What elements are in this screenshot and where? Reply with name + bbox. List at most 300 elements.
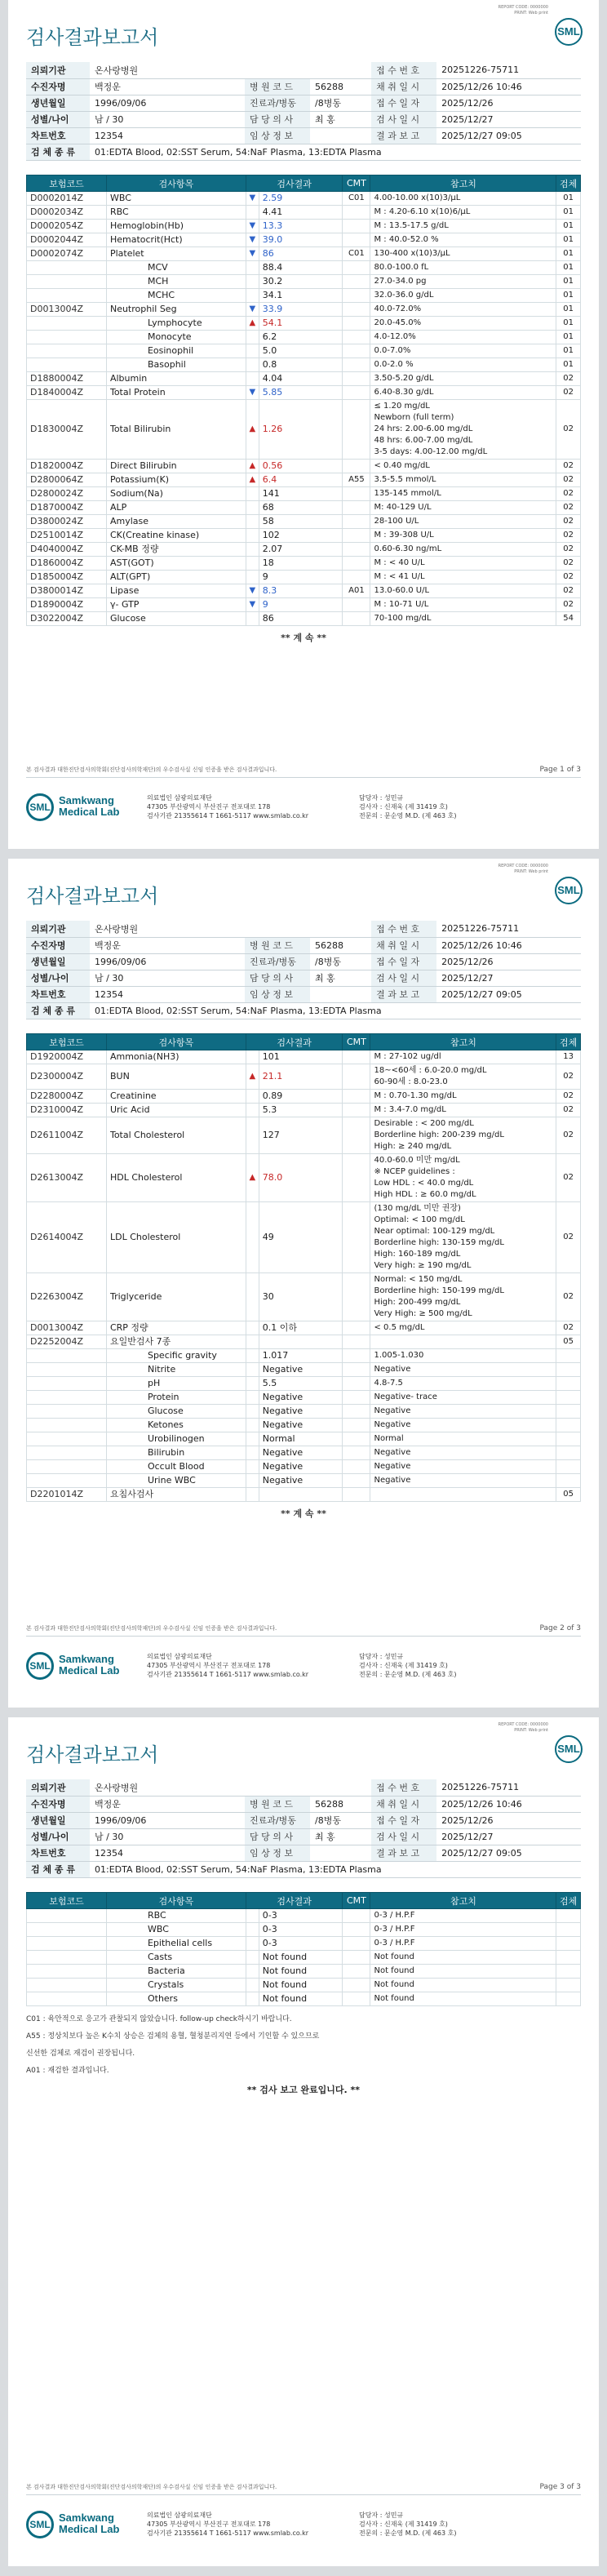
reference-range: M : 10-71 U/L [370, 598, 556, 612]
table-row [27, 1050, 581, 1064]
table-row [27, 612, 581, 626]
table-row [27, 1154, 581, 1202]
reference-range: 80.0-100.0 fL [370, 261, 556, 275]
result-value: 0-3 [259, 1937, 343, 1951]
comment-notes [26, 2011, 319, 2080]
test-name: BUN [106, 1064, 246, 1090]
insurance-code: D3800024Z [27, 515, 107, 529]
test-name: RBC [106, 1909, 246, 1923]
table-row [27, 358, 581, 372]
comment-code [343, 1273, 370, 1321]
col-ref-header: 참고치 [370, 175, 556, 192]
specimen-code [556, 1405, 581, 1419]
comment-code [343, 1405, 370, 1419]
table-row [27, 261, 581, 275]
high-flag-icon: ▲ [246, 1064, 259, 1090]
specimen-code: 02 [556, 584, 581, 598]
insurance-code [27, 1446, 107, 1460]
insurance-code: D1840004Z [27, 386, 107, 400]
reference-range: 3.5-5.5 mmol/L [370, 473, 556, 487]
col-code-header: 보험코드 [27, 1034, 107, 1050]
table-row [27, 1419, 581, 1432]
specimen-code [556, 1937, 581, 1951]
table-row [27, 386, 581, 400]
result-value: 21.1 [259, 1064, 343, 1090]
comment-code [343, 1377, 370, 1391]
flag-cell [246, 1104, 259, 1117]
result-value: 9 [259, 598, 343, 612]
table-row [27, 529, 581, 543]
test-name: MCH [106, 275, 246, 289]
insurance-code [27, 1419, 107, 1432]
samkwang-logo: SML Samkwang Medical Lab [26, 790, 124, 828]
reference-range: 0-3 / H.P.F [370, 1909, 556, 1923]
insurance-code: D1890004Z [27, 598, 107, 612]
patient-info-table: 의뢰기관 온사랑병원 접 수 번 호 20251226-75711 수진자명 백정운 병 원 코 드 56288 채 취 일 시 2025/12/26 10:46 생년월일 1996/09/06 진료과/병동 /8병동 접 수 일 자 2025/12/26 성별/나이 남 / 30 담 당 의 사 최 홍 검 사 일 시 2025/12/27 차트번호 12354 임 상 정 보 결 과 보 고 2025/12/27 09:05 검 체 종 류 01:EDTA Blood, 02:SST Serum, 54:NaF Plasma, 13:EDTA Plasma [26, 1779, 581, 1878]
insurance-code [27, 358, 107, 372]
specimen-code [556, 1419, 581, 1432]
result-value: 127 [259, 1117, 343, 1154]
col-result-header: 검사결과 [246, 175, 342, 192]
comment-code [343, 1335, 370, 1349]
col-name-header: 검사항목 [106, 1893, 246, 1909]
insurance-code [27, 1992, 107, 2006]
reference-range: 3.50-5.20 g/dL [370, 372, 556, 386]
table-row [27, 233, 581, 247]
table-row [27, 460, 581, 473]
insurance-code: D4040004Z [27, 543, 107, 557]
table-row [27, 192, 581, 206]
insurance-code: D2252004Z [27, 1335, 107, 1349]
col-name-header: 검사항목 [106, 175, 246, 192]
table-row [27, 1951, 581, 1965]
reference-range: 6.40-8.30 g/dL [370, 386, 556, 400]
reference-range: Negative [370, 1460, 556, 1474]
report-page-2 [8, 859, 599, 1708]
test-name: Total Cholesterol [106, 1117, 246, 1154]
reference-range: 130-400 x(10)3/μL [370, 247, 556, 261]
comment-code [343, 1419, 370, 1432]
test-name: Basophil [106, 358, 246, 372]
col-code-header: 보험코드 [27, 175, 107, 192]
comment-code [343, 1064, 370, 1090]
flag-cell [246, 289, 259, 303]
flag-cell [246, 1202, 259, 1273]
insurance-code: D1850004Z [27, 571, 107, 584]
test-name: pH [106, 1377, 246, 1391]
result-value: Not found [259, 1979, 343, 1992]
page-number: Page 1 of 3 [539, 766, 581, 774]
comment-code [343, 220, 370, 233]
reference-range: M: 40-129 U/L [370, 501, 556, 515]
insurance-code: D0002014Z [27, 192, 107, 206]
test-name: γ- GTP [106, 598, 246, 612]
test-name: 요일반검사 7종 [106, 1335, 246, 1349]
continue-marker: ** 계 속 ** [281, 633, 326, 643]
insurance-code: D2613004Z [27, 1154, 107, 1202]
table-row [27, 247, 581, 261]
result-value: 0.8 [259, 358, 343, 372]
col-result-header: 검사결과 [246, 1893, 342, 1909]
result-value: 0-3 [259, 1923, 343, 1937]
accreditation-note: 본 검사결과 대한진단검사의학회(진단검사의학재단)의 우수검사실 신임 인증을 받은 검사결과입니다. [26, 766, 277, 773]
comment-code [343, 501, 370, 515]
specimen-code [556, 1965, 581, 1979]
low-flag-icon: ▼ [246, 220, 259, 233]
comment-code [343, 1117, 370, 1154]
comment-code [343, 1090, 370, 1104]
insurance-code: D1830004Z [27, 400, 107, 460]
comment-code [343, 1979, 370, 1992]
comment-code: A01 [343, 584, 370, 598]
test-name: Eosinophil [106, 344, 246, 358]
table-row [27, 473, 581, 487]
comment-code [343, 598, 370, 612]
result-value [259, 1488, 343, 1502]
lab-address: 의료법인 삼광의료재단 47305 부산광역시 부산진구 전포대로 178 검사기관 21355614 T 1661-5117 www.smlab.co.kr [147, 794, 309, 819]
reference-range: 1.005-1.030 [370, 1349, 556, 1363]
insurance-code [27, 1951, 107, 1965]
specimen-code [556, 1432, 581, 1446]
test-name: WBC [106, 192, 246, 206]
result-value: Not found [259, 1951, 343, 1965]
result-value: 141 [259, 487, 343, 501]
result-value: 39.0 [259, 233, 343, 247]
flag-cell [246, 372, 259, 386]
samkwang-logo: SML Samkwang Medical Lab [26, 2507, 124, 2545]
specimen-code: 01 [556, 317, 581, 331]
result-value: 5.5 [259, 1377, 343, 1391]
page-number: Page 3 of 3 [539, 2483, 581, 2491]
comment-code [343, 317, 370, 331]
specimen-code: 01 [556, 261, 581, 275]
reference-range: M : < 40 U/L [370, 557, 556, 571]
test-name: MCHC [106, 289, 246, 303]
insurance-code: D2280004Z [27, 1090, 107, 1104]
page-footer [8, 2476, 599, 2566]
specimen-code [556, 1363, 581, 1377]
comment-code [343, 358, 370, 372]
insurance-code: D1880004Z [27, 372, 107, 386]
insurance-code: D2800024Z [27, 487, 107, 501]
insurance-code: D2614004Z [27, 1202, 107, 1273]
sml-logo-badge: SML [555, 18, 583, 46]
table-header-row [27, 175, 581, 192]
result-value: Not found [259, 1965, 343, 1979]
flag-cell [246, 1432, 259, 1446]
insurance-code: D0002034Z [27, 206, 107, 220]
specimen-code: 05 [556, 1335, 581, 1349]
comment-code [343, 1154, 370, 1202]
flag-cell [246, 1050, 259, 1064]
flag-cell [246, 206, 259, 220]
test-name: 요침사검사 [106, 1488, 246, 1502]
comment-line: 신선한 검체로 재검이 권장됩니다. [26, 2050, 135, 2058]
comment-code [343, 386, 370, 400]
low-flag-icon: ▼ [246, 247, 259, 261]
insurance-code [27, 1923, 107, 1937]
test-name: Amylase [106, 515, 246, 529]
result-value: 2.59 [259, 192, 343, 206]
reference-range: Negative- trace [370, 1391, 556, 1405]
insurance-code [27, 317, 107, 331]
reference-range: M : 39-308 U/L [370, 529, 556, 543]
test-name: Albumin [106, 372, 246, 386]
flag-cell [246, 358, 259, 372]
col-cmt-header: CMT [343, 1034, 370, 1050]
result-value: Negative [259, 1419, 343, 1432]
test-name: Total Protein [106, 386, 246, 400]
result-value: 1.26 [259, 400, 343, 460]
result-value: 1.017 [259, 1349, 343, 1363]
table-row [27, 1117, 581, 1154]
test-name: Occult Blood [106, 1460, 246, 1474]
reference-range: Desirable : < 200 mg/dL Borderline high: 200-239 mg/dL High: ≥ 240 mg/dL [370, 1117, 556, 1154]
test-name: Glucose [106, 612, 246, 626]
table-row [27, 1090, 581, 1104]
test-name: HDL Cholesterol [106, 1154, 246, 1202]
reference-range: Negative [370, 1474, 556, 1488]
reference-range: M : 40.0-52.0 % [370, 233, 556, 247]
table-header-row [27, 1034, 581, 1050]
test-name: ALT(GPT) [106, 571, 246, 584]
reference-range: M : 3.4-7.0 mg/dL [370, 1104, 556, 1117]
sml-logo-badge: SML [555, 877, 583, 904]
test-name: Potassium(K) [106, 473, 246, 487]
flag-cell [246, 261, 259, 275]
test-name: WBC [106, 1923, 246, 1937]
specimen-code: 02 [556, 1090, 581, 1104]
table-row [27, 1273, 581, 1321]
low-flag-icon: ▼ [246, 598, 259, 612]
table-row [27, 1488, 581, 1502]
table-row [27, 1460, 581, 1474]
insurance-code [27, 1432, 107, 1446]
comment-code [343, 1951, 370, 1965]
result-value: 5.3 [259, 1104, 343, 1117]
specimen-code: 02 [556, 529, 581, 543]
comment-code [343, 1321, 370, 1335]
page-title: 검사결과보고서 [26, 26, 159, 49]
insurance-code [27, 1391, 107, 1405]
comment-code [343, 612, 370, 626]
comment-code [343, 529, 370, 543]
result-value: 4.04 [259, 372, 343, 386]
specimen-code [556, 1923, 581, 1937]
page-number: Page 2 of 3 [539, 1624, 581, 1632]
insurance-code [27, 1979, 107, 1992]
result-value: 4.41 [259, 206, 343, 220]
specimen-code: 02 [556, 501, 581, 515]
table-header-row [27, 1893, 581, 1909]
table-row [27, 557, 581, 571]
table-row [27, 1321, 581, 1335]
table-row [27, 584, 581, 598]
table-row [27, 1432, 581, 1446]
specimen-code [556, 1474, 581, 1488]
specimen-code: 02 [556, 598, 581, 612]
reference-range: 0.0-2.0 % [370, 358, 556, 372]
flag-cell [246, 331, 259, 344]
reference-range: < 0.40 mg/dL [370, 460, 556, 473]
col-name-header: 검사항목 [106, 1034, 246, 1050]
insurance-code [27, 1363, 107, 1377]
specimen-code: 02 [556, 515, 581, 529]
result-value: 58 [259, 515, 343, 529]
table-row [27, 1064, 581, 1090]
comment-code [343, 1446, 370, 1460]
insurance-code: D2310004Z [27, 1104, 107, 1117]
high-flag-icon: ▲ [246, 460, 259, 473]
report-page-3 [8, 1717, 599, 2566]
reference-range: 0.60-6.30 ng/mL [370, 543, 556, 557]
table-row [27, 1104, 581, 1117]
flag-cell [246, 344, 259, 358]
result-value: 68 [259, 501, 343, 515]
test-name: Urobilinogen [106, 1432, 246, 1446]
reference-range: Not found [370, 1965, 556, 1979]
insurance-code: D0002054Z [27, 220, 107, 233]
test-name: Triglyceride [106, 1273, 246, 1321]
flag-cell [246, 1117, 259, 1154]
insurance-code [27, 344, 107, 358]
test-name: Glucose [106, 1405, 246, 1419]
table-row [27, 1979, 581, 1992]
reference-range: 18~<60세 : 6.0-20.0 mg/dL 60-90세 : 8.0-23.0 [370, 1064, 556, 1090]
result-value: Negative [259, 1460, 343, 1474]
specimen-code: 02 [556, 1154, 581, 1202]
insurance-code: D0013004Z [27, 1321, 107, 1335]
comment-code [343, 515, 370, 529]
reference-range: Negative [370, 1363, 556, 1377]
test-name: Bacteria [106, 1965, 246, 1979]
signatures: 담당자 : 성민규 검사자 : 신재욱 (제 31419 호) 전문의 : 문순영 M.D. (제 463 호) [359, 2512, 457, 2537]
test-name: MCV [106, 261, 246, 275]
specimen-code: 02 [556, 400, 581, 460]
comment-code [343, 1460, 370, 1474]
specimen-code: 02 [556, 543, 581, 557]
result-value [259, 1335, 343, 1349]
high-flag-icon: ▲ [246, 400, 259, 460]
table-row [27, 206, 581, 220]
result-value: 5.85 [259, 386, 343, 400]
reference-range: 40.0-72.0% [370, 303, 556, 317]
flag-cell [246, 1446, 259, 1460]
insurance-code: D2800064Z [27, 473, 107, 487]
flag-cell [246, 571, 259, 584]
accreditation-note: 본 검사결과 대한진단검사의학회(진단검사의학재단)의 우수검사실 신임 인증을 받은 검사결과입니다. [26, 2484, 277, 2490]
comment-code [343, 1349, 370, 1363]
specimen-code: 01 [556, 247, 581, 261]
specimen-code [556, 1391, 581, 1405]
specimen-code [556, 1349, 581, 1363]
table-row [27, 501, 581, 515]
insurance-code: D0002044Z [27, 233, 107, 247]
signatures: 담당자 : 성민규 검사자 : 신재욱 (제 31419 호) 전문의 : 문순영 M.D. (제 463 호) [359, 1653, 457, 1678]
specimen-code: 01 [556, 192, 581, 206]
comment-code [343, 206, 370, 220]
flag-cell [246, 487, 259, 501]
specimen-code: 02 [556, 487, 581, 501]
table-row [27, 1405, 581, 1419]
insurance-code [27, 331, 107, 344]
samkwang-logo: SML Samkwang Medical Lab [26, 1649, 124, 1686]
comment-code: A55 [343, 473, 370, 487]
reference-range: 32.0-36.0 g/dL [370, 289, 556, 303]
flag-cell [246, 1474, 259, 1488]
flag-cell [246, 1377, 259, 1391]
test-name: Lipase [106, 584, 246, 598]
result-value: 30.2 [259, 275, 343, 289]
specimen-code: 01 [556, 220, 581, 233]
table-row [27, 571, 581, 584]
reference-range: 0-3 / H.P.F [370, 1923, 556, 1937]
reference-range: 13.0-60.0 U/L [370, 584, 556, 598]
test-name: Hemoglobin(Hb) [106, 220, 246, 233]
specimen-code [556, 1979, 581, 1992]
result-value: 102 [259, 529, 343, 543]
flag-cell [246, 1349, 259, 1363]
flag-cell [246, 1419, 259, 1432]
specimen-code: 01 [556, 275, 581, 289]
result-value: 49 [259, 1202, 343, 1273]
table-row [27, 275, 581, 289]
test-name: Total Bilirubin [106, 400, 246, 460]
flag-cell [246, 1923, 259, 1937]
insurance-code [27, 275, 107, 289]
specimen-code: 02 [556, 1273, 581, 1321]
insurance-code [27, 1965, 107, 1979]
reference-range: Not found [370, 1992, 556, 2006]
insurance-code [27, 1474, 107, 1488]
table-row [27, 289, 581, 303]
low-flag-icon: ▼ [246, 303, 259, 317]
flag-cell [246, 1965, 259, 1979]
reference-range: 0.0-7.0% [370, 344, 556, 358]
insurance-code: D1920004Z [27, 1050, 107, 1064]
lab-address: 의료법인 삼광의료재단 47305 부산광역시 부산진구 전포대로 178 검사기관 21355614 T 1661-5117 www.smlab.co.kr [147, 1653, 309, 1678]
table-row [27, 372, 581, 386]
reference-range: M : 0.70-1.30 mg/dL [370, 1090, 556, 1104]
result-value: 88.4 [259, 261, 343, 275]
result-value: 30 [259, 1273, 343, 1321]
page-footer [8, 1618, 599, 1708]
specimen-code: 01 [556, 303, 581, 317]
specimen-code [556, 1909, 581, 1923]
reference-range [370, 1488, 556, 1502]
reference-range: ≤ 1.20 mg/dL Newborn (full term) 24 hrs: 2.00-6.00 mg/dL 48 hrs: 6.00-7.00 mg/dL 3-5 days: 4.00-12.00 mg/dL [370, 400, 556, 460]
insurance-code [27, 261, 107, 275]
flag-cell [246, 275, 259, 289]
flag-cell [246, 543, 259, 557]
comment-code [343, 372, 370, 386]
comment-line: A55 : 정상치보다 높은 K수치 상승은 검체의 용혈, 혈청분리지연 등에서 기인할 수 있으므로 [26, 2032, 320, 2041]
specimen-code [556, 1951, 581, 1965]
flag-cell [246, 1909, 259, 1923]
table-row [27, 1937, 581, 1951]
result-value: 0-3 [259, 1909, 343, 1923]
reference-range: 4.00-10.00 x(10)3/μL [370, 192, 556, 206]
report-complete: ** 검사 보고 완료입니다. ** [246, 2085, 361, 2095]
comment-code [343, 487, 370, 501]
specimen-code [556, 1992, 581, 2006]
reference-range: Not found [370, 1979, 556, 1992]
table-row [27, 1992, 581, 2006]
test-name: Casts [106, 1951, 246, 1965]
specimen-code: 01 [556, 233, 581, 247]
result-value: 86 [259, 612, 343, 626]
specimen-code: 02 [556, 1117, 581, 1154]
